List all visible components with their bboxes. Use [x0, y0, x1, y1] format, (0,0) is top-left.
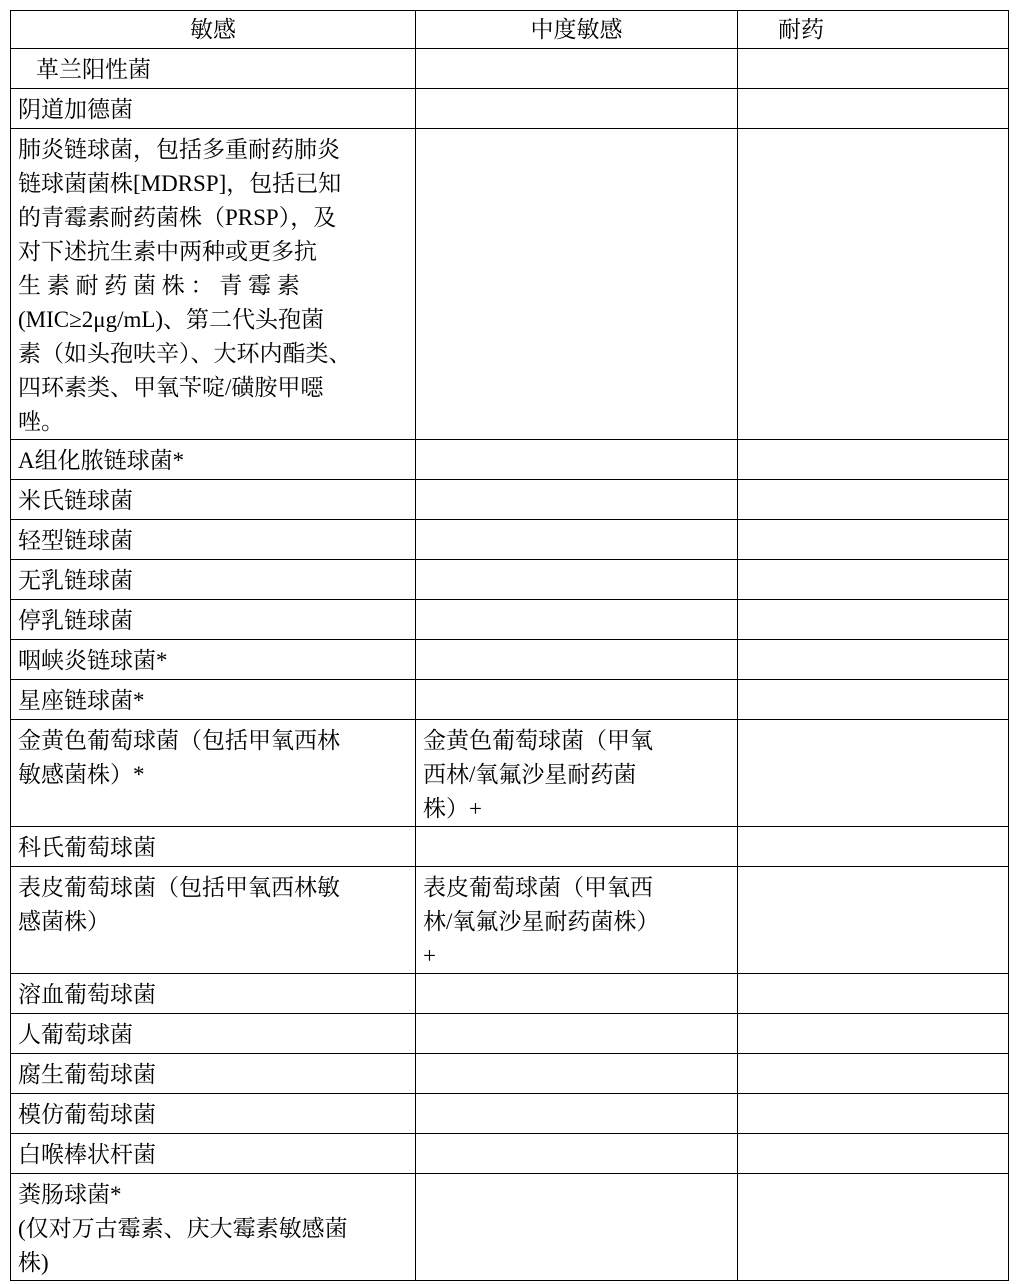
table-row [11, 129, 1009, 440]
table-row [11, 1134, 1009, 1174]
cell-intermediate [416, 1134, 738, 1174]
cell-intermediate [416, 974, 738, 1014]
table-row [11, 827, 1009, 867]
cell-resistant [738, 129, 1009, 440]
table-row [11, 520, 1009, 560]
cell-sensitive: 轻型链球菌 [11, 520, 416, 560]
table-row [11, 720, 1009, 827]
cell-intermediate [416, 129, 738, 440]
cell-intermediate [416, 1174, 738, 1281]
cell-sensitive: 模仿葡萄球菌 [11, 1094, 416, 1134]
cell-sensitive: 阴道加德菌 [11, 89, 416, 129]
cell-resistant [738, 480, 1009, 520]
cell-resistant [738, 680, 1009, 720]
cell-resistant [738, 440, 1009, 480]
cell-intermediate: 表皮葡萄球菌（甲氧西 林/氧氟沙星耐药菌株） + [416, 867, 738, 974]
cell-resistant [738, 560, 1009, 600]
cell-resistant [738, 520, 1009, 560]
cell-sensitive: 无乳链球菌 [11, 560, 416, 600]
cell-resistant [738, 1174, 1009, 1281]
table-row [11, 49, 1009, 89]
cell-resistant [738, 827, 1009, 867]
cell-intermediate [416, 520, 738, 560]
table-row [11, 1094, 1009, 1134]
cell-intermediate [416, 1094, 738, 1134]
table-row [11, 560, 1009, 600]
cell-sensitive: 星座链球菌* [11, 680, 416, 720]
cell-intermediate [416, 49, 738, 89]
cell-resistant [738, 720, 1009, 827]
cell-intermediate [416, 1054, 738, 1094]
cell-sensitive: 溶血葡萄球菌 [11, 974, 416, 1014]
table-row [11, 89, 1009, 129]
cell-resistant [738, 600, 1009, 640]
cell-resistant [738, 640, 1009, 680]
cell-resistant [738, 1134, 1009, 1174]
susceptibility-table [10, 10, 1009, 1281]
cell-sensitive: 咽峡炎链球菌* [11, 640, 416, 680]
cell-intermediate [416, 827, 738, 867]
header-sensitive: 敏感 [11, 11, 416, 49]
cell-intermediate [416, 89, 738, 129]
table-row [11, 600, 1009, 640]
cell-resistant [738, 1054, 1009, 1094]
cell-resistant [738, 867, 1009, 974]
cell-resistant [738, 89, 1009, 129]
table-row [11, 440, 1009, 480]
header-resistant: 耐药 [738, 11, 1009, 49]
cell-sensitive: 腐生葡萄球菌 [11, 1054, 416, 1094]
header-row [11, 11, 1009, 49]
cell-intermediate [416, 1014, 738, 1054]
cell-intermediate: 金黄色葡萄球菌（甲氧 西林/氧氟沙星耐药菌 株）+ [416, 720, 738, 827]
cell-sensitive: 白喉棒状杆菌 [11, 1134, 416, 1174]
cell-resistant [738, 1094, 1009, 1134]
table-row [11, 974, 1009, 1014]
cell-intermediate [416, 480, 738, 520]
cell-intermediate [416, 640, 738, 680]
table-row [11, 1014, 1009, 1054]
table-row [11, 680, 1009, 720]
cell-sensitive: 科氏葡萄球菌 [11, 827, 416, 867]
cell-sensitive: 金黄色葡萄球菌（包括甲氧西林 敏感菌株）* [11, 720, 416, 827]
table-row [11, 1054, 1009, 1094]
table-row [11, 480, 1009, 520]
header-intermediate: 中度敏感 [416, 11, 738, 49]
cell-sensitive: 米氏链球菌 [11, 480, 416, 520]
cell-intermediate [416, 600, 738, 640]
cell-intermediate [416, 440, 738, 480]
cell-sensitive: 表皮葡萄球菌（包括甲氧西林敏 感菌株） [11, 867, 416, 974]
cell-sensitive: 肺炎链球菌，包括多重耐药肺炎 链球菌菌株[MDRSP]，包括已知 的青霉素耐药菌株（PRSP），及 对下述抗生素中两种或更多抗 生 素 耐 药 菌 株 ： 青 霉 素 (MIC≥2μg/mL)、第二代头孢菌 素（如头孢呋辛）、大环内酯类、 四环素类、甲氧苄啶/磺胺甲噁 唑。 [11, 129, 416, 440]
table-row [11, 867, 1009, 974]
table-row [11, 640, 1009, 680]
cell-resistant [738, 1014, 1009, 1054]
cell-sensitive: A组化脓链球菌* [11, 440, 416, 480]
cell-intermediate [416, 560, 738, 600]
cell-resistant [738, 49, 1009, 89]
cell-sensitive: 人葡萄球菌 [11, 1014, 416, 1054]
cell-sensitive: 粪肠球菌* (仅对万古霉素、庆大霉素敏感菌 株) [11, 1174, 416, 1281]
cell-intermediate [416, 680, 738, 720]
cell-sensitive: 停乳链球菌 [11, 600, 416, 640]
cell-sensitive: 革兰阳性菌 [11, 49, 416, 89]
cell-resistant [738, 974, 1009, 1014]
table-row [11, 1174, 1009, 1281]
